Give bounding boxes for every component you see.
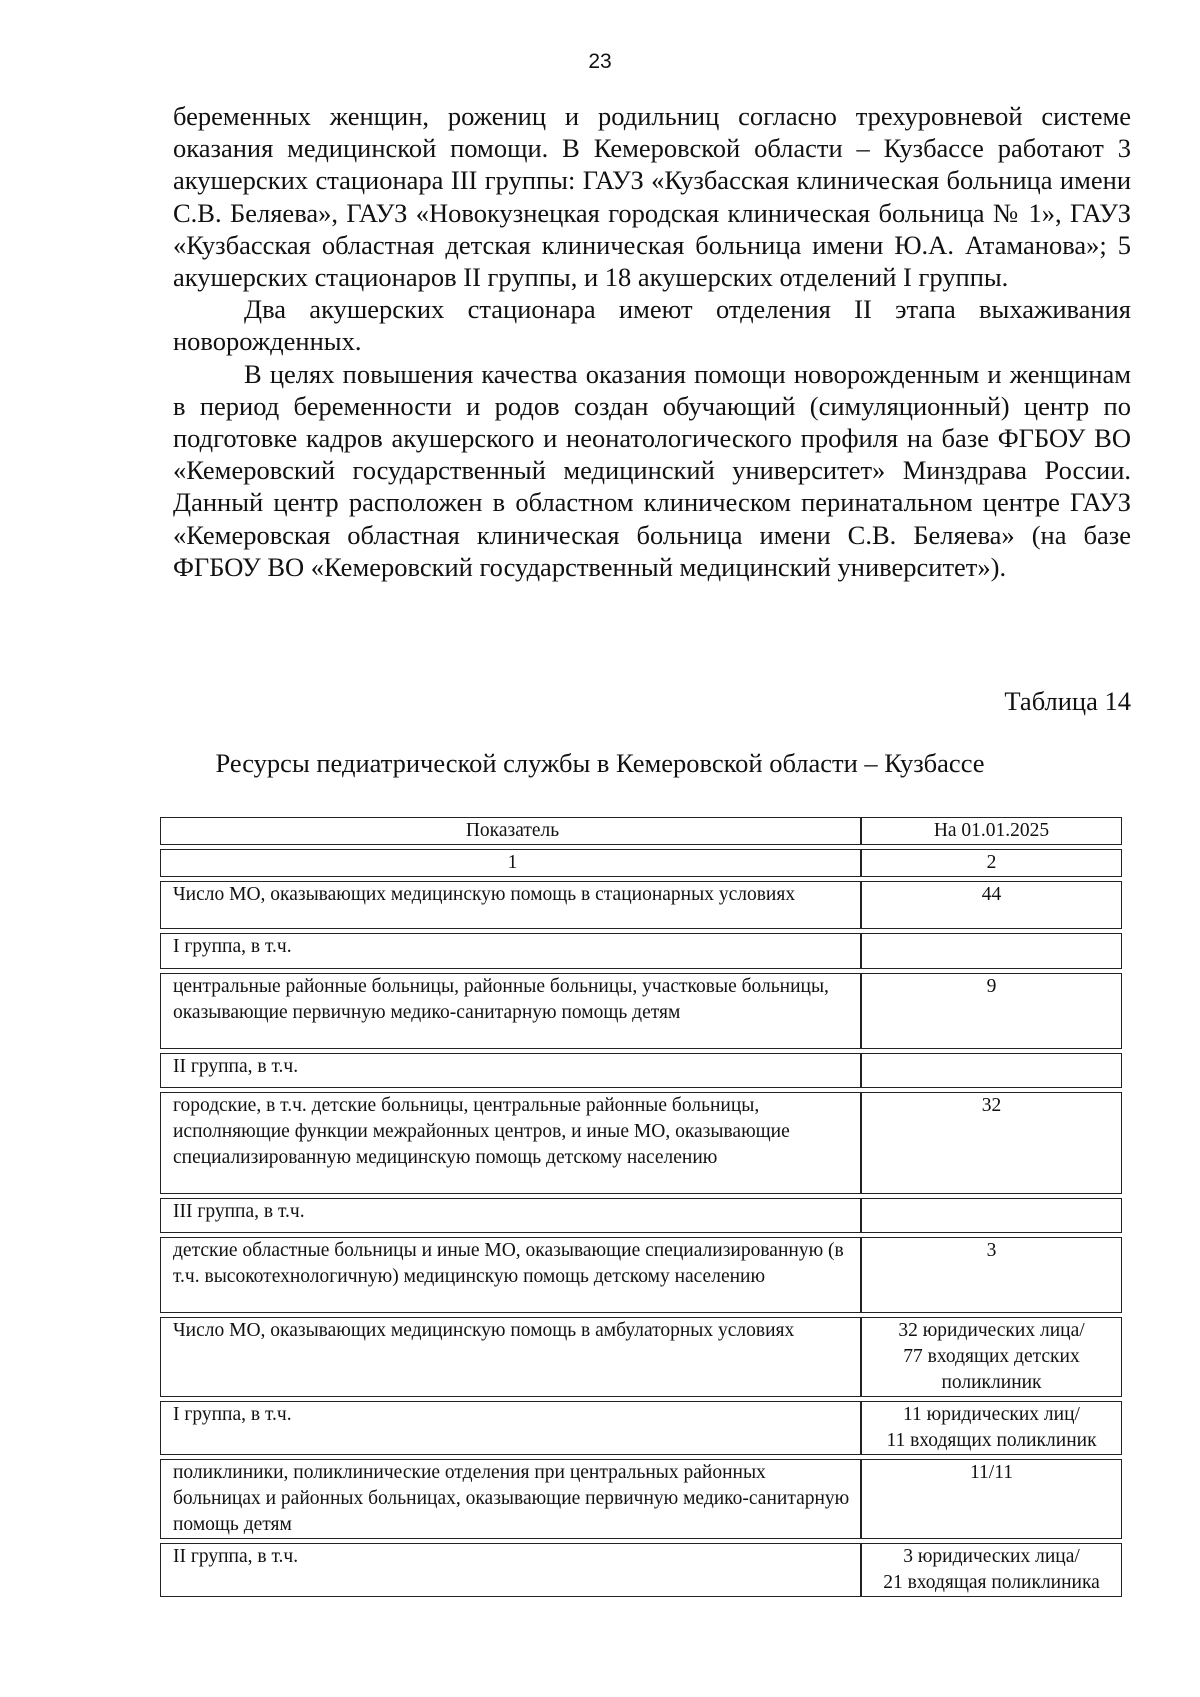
table-row [160,973,1122,1049]
value-cell [861,881,1122,929]
value-cell [861,973,1122,1049]
paragraph: Два акушерских стационара имеют отделения II этапа выхаживания новорожденных. [173,294,1131,357]
table-row [160,881,1122,929]
value-line: 11 юридических лиц/ [903,1404,1080,1425]
paragraph: беременных женщин, рожениц и родильниц согласно трехуровневой системе оказания медицинской помощи. В Кемеровской области – Кузбассе работают 3 акушерских стационара III группы: ГАУЗ «Кузбасская клиническая больница имени С.В. Беляева», ГАУЗ «Новокузнецкая городская клиническая больница № 1», ГАУЗ «Кузбасская областная детская клиническая больница имени Ю.А. Атаманова»; 5 акушерских стационаров II группы, и 18 акушерских отделений I группы. [173,101,1131,293]
table-row [160,1053,1122,1088]
value-cell [861,1459,1122,1539]
table-row [160,1198,1122,1233]
value-line: 3 [986,1240,997,1261]
indicator-cell: I группа, в т.ч. [160,933,861,969]
table-row [160,1459,1122,1539]
body-text [173,100,1131,583]
table-row [160,1317,1122,1397]
indicator-cell: центральные районные больницы, районные больницы, участковые больницы, оказывающие первичную медико-санитарную помощь детям [160,973,861,1049]
table-row [160,1543,1122,1597]
indicator-cell: городские, в т.ч. детские больницы, центральные районные больницы, исполняющие функции межрайонных центров, и иные МО, оказывающие специализированную медицинскую помощь детскому населению [160,1092,861,1194]
table-numbering-row [160,849,1122,877]
value-cell [861,1401,1122,1455]
value-cell [861,1237,1122,1313]
value-line: 32 юридических лица/ [898,1320,1085,1341]
table-header-row [160,817,1122,845]
paragraph: В целях повышения качества оказания помощи новорожденным и женщинам в период беременности и родов создан обучающий (симуляционный) центр по подготовке кадров акушерского и неонатологического профиля на базе ФГБОУ ВО «Кемеровский государственный медицинский университет» Минздрава России. Данный центр расположен в областном клиническом перинатальном центре ГАУЗ «Кемеровская областная клиническая больница имени С.В. Беляева» (на базе ФГБОУ ВО «Кемеровский государственный медицинский университет»). [173,358,1131,582]
value-line: 77 входящих детских [903,1346,1080,1367]
indicator-cell: Число МО, оказывающих медицинскую помощь в стационарных условиях [160,881,861,929]
indicator-cell: II группа, в т.ч. [160,1543,861,1597]
table-row [160,1092,1122,1194]
value-cell [861,1198,1122,1233]
value-line: 21 входящая поликлиника [883,1572,1100,1593]
value-line: 11 входящих поликлиник [886,1430,1097,1451]
header-indicator: Показатель [160,817,861,845]
table-title: Ресурсы педиатрической службы в Кемеровской области – Кузбассе [215,748,985,778]
value-line: 32 [981,1095,1002,1116]
column-number-2: 2 [861,849,1122,877]
resources-table [160,813,1122,1601]
value-cell [861,1543,1122,1597]
table-row [160,933,1122,969]
indicator-cell: поликлиники, поликлинические отделения при центральных районных больницах и районных больницах, оказывающие первичную медико-санитарную помощь детям [160,1459,861,1539]
value-line: поликлиник [941,1372,1042,1393]
indicator-cell: I группа, в т.ч. [160,1401,861,1455]
value-cell [861,1317,1122,1397]
value-cell [861,1092,1122,1194]
indicator-cell: детские областные больницы и иные МО, оказывающие специализированную (в т.ч. высокотехнологичную) медицинскую помощь детскому населению [160,1237,861,1313]
indicator-cell: Число МО, оказывающих медицинскую помощь в амбулаторных условиях [160,1317,861,1397]
column-number-1: 1 [160,849,861,877]
table-label: Таблица 14 [1004,686,1131,716]
page-number: 23 [588,50,612,73]
table-row [160,1401,1122,1455]
value-line: 11/11 [970,1462,1013,1483]
value-cell [861,1053,1122,1088]
value-line: 44 [981,884,1002,905]
value-line: 3 юридических лица/ [903,1546,1080,1567]
value-cell [861,933,1122,969]
table-row [160,1237,1122,1313]
indicator-cell: III группа, в т.ч. [160,1198,861,1233]
indicator-cell: II группа, в т.ч. [160,1053,861,1088]
value-line: 9 [986,976,997,997]
header-date: На 01.01.2025 [861,817,1122,845]
